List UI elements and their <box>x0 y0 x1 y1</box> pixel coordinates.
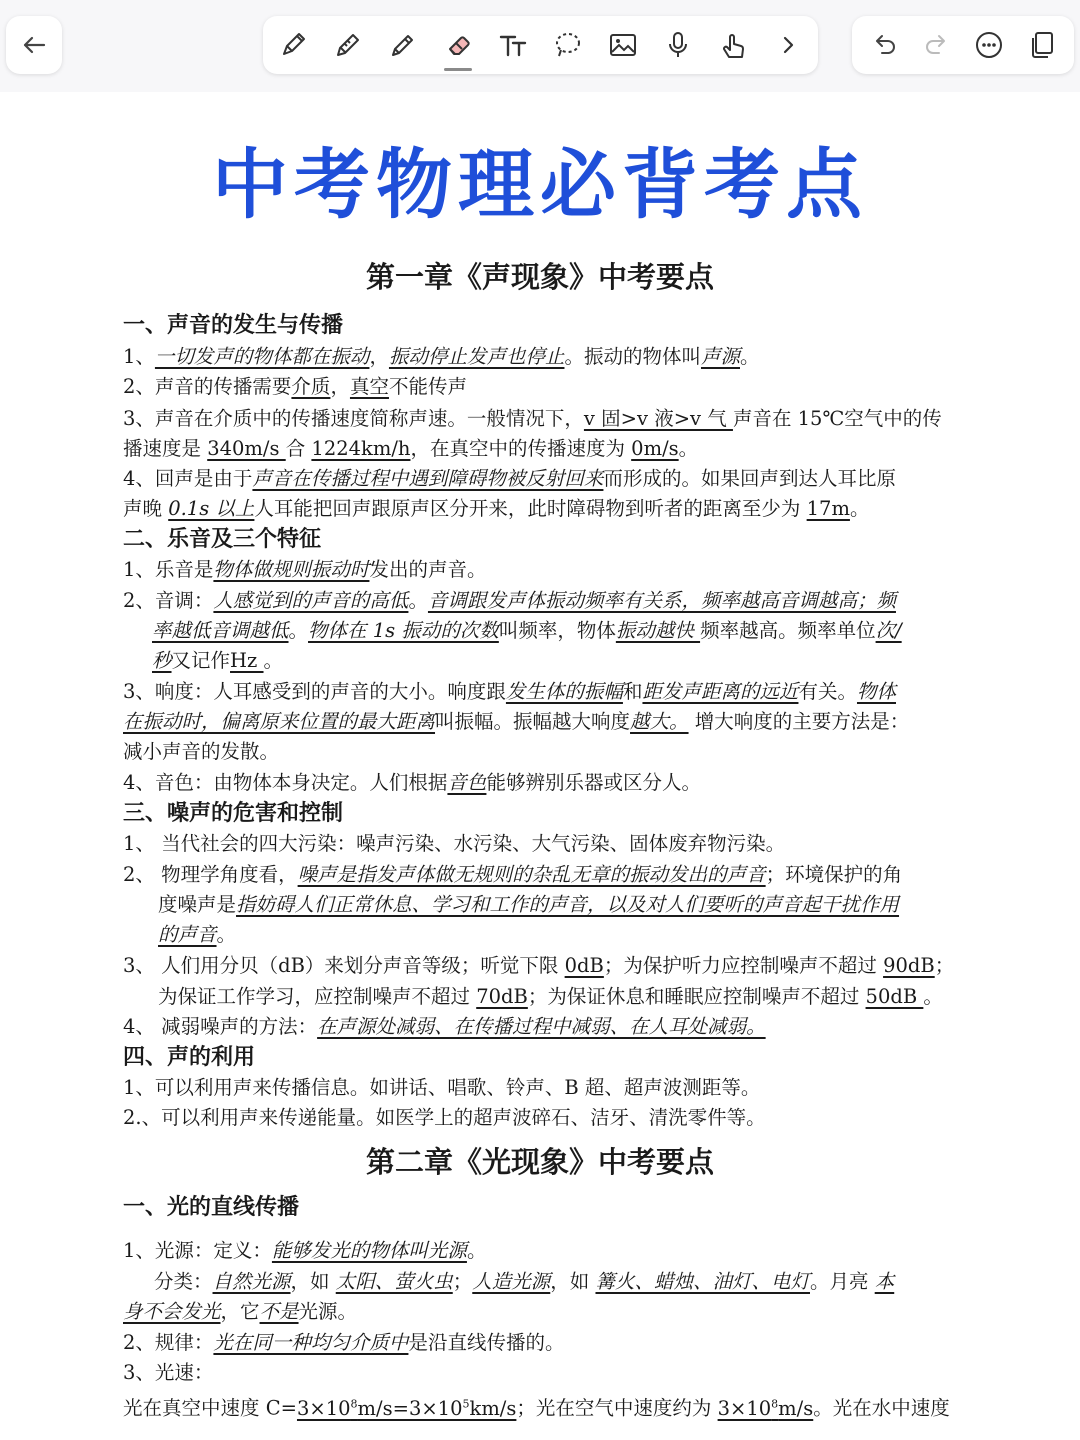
text-line: 光在真空中速度 $C=3\times 10^8m/s=3\times 10^5km/s$；光在空气中速度约为 $3\times 10^8m/s$。光在水中速度 <box>123 1396 950 1420</box>
text-line: 1、 当代社会的四大污染：噪声污染、水污染、大气污染、固体废弃物污染。 <box>123 832 786 855</box>
text-line: 身不会发光，它不是光源。 <box>123 1300 358 1323</box>
text-line: 在振动时，偏离原来位置的最大距离叫振幅。振幅越大响度越大。 增大响度的主要方法是： <box>123 710 910 733</box>
text-line: 分类：自然光源，如 太阳、萤火虫；人造光源，如 篝火、蜡烛、油灯、电灯。月亮 本 <box>154 1270 895 1293</box>
history-tools <box>852 16 1074 74</box>
drawing-tools <box>263 16 818 74</box>
text-line: 声晚 0.1s 以上人耳能把回声跟原声区分开来，此时障碍物到听者的距离至少为 17m。 <box>123 497 870 520</box>
text-line: 4、音色：由物体本身决定。人们根据音色能够辨别乐器或区分人。 <box>123 771 701 794</box>
text-line: 秒又记作Hz 。 <box>152 649 284 672</box>
chapter-1-title: 第一章《声现象》中考要点 <box>365 260 714 294</box>
text-line: 3、光速： <box>123 1361 214 1384</box>
text-line: 2、音调：人感觉到的声音的高低。音调跟发声体振动频率有关系，频率越高音调越高；频 <box>123 589 896 612</box>
text-line: 1、一切发声的物体都在振动，振动停止发声也停止。振动的物体叫声源。 <box>123 345 760 368</box>
text-line: 2、规律：光在同一种均匀介质中是沿直线传播的。 <box>123 1331 565 1354</box>
section-heading: 一、声音的发生与传播 <box>123 313 344 338</box>
text-line: 4、 减弱噪声的方法：在声源处减弱、在传播过程中减弱、在人耳处减弱。 <box>123 1015 766 1038</box>
active-tool-indicator <box>444 68 472 71</box>
more-icon[interactable] <box>967 23 1011 67</box>
undo-icon[interactable] <box>862 23 906 67</box>
arrow-left-icon <box>12 23 56 67</box>
page-title: 中考物理必背考点 <box>212 140 868 229</box>
touch-hand-icon[interactable] <box>711 23 755 67</box>
text-tool-icon[interactable] <box>491 23 535 67</box>
text-line: 3、声音在介质中的传播速度简称声速。一般情况下，v 固>v 液>v 气 声音在 15℃空气中的传 <box>123 407 942 430</box>
text-line: 减小声音的发散。 <box>123 740 280 763</box>
text-line: 3、 人们用分贝（dB）来划分声音等级；听觉下限 0dB；为保护听力应控制噪声不超过 90dB； <box>123 954 955 977</box>
toolbar <box>0 0 1080 92</box>
section-heading: 一、光的直线传播 <box>123 1195 300 1220</box>
text-line: 度噪声是指妨碍人们正常休息、学习和工作的声音，以及对人们要听的声音起干扰作用 <box>158 893 900 916</box>
text-line: 2、 物理学角度看，噪声是指发声体做无规则的杂乱无章的振动发出的声音；环境保护的角 <box>123 863 903 886</box>
text-line: 2、声音的传播需要介质，真空不能传声 <box>123 375 467 398</box>
redo-icon[interactable] <box>915 23 959 67</box>
pen-2-icon[interactable] <box>326 23 370 67</box>
text-line: 率越低音调越低。物体在 1s 振动的次数叫频率，物体振动越快 频率越高。频率单位次/ <box>152 619 902 642</box>
text-line: 的声音。 <box>158 923 237 946</box>
chevron-right-icon[interactable] <box>766 23 810 67</box>
text-line: 1、可以利用声来传播信息。如讲话、唱歌、铃声、B 超、超声波测距等。 <box>123 1076 761 1099</box>
text-line: 3、响度：人耳感受到的声音的大小。响度跟发生体的振幅和距发声距离的远近有关。物体 <box>123 680 896 703</box>
text-line: 1、光源：定义：能够发光的物体叫光源。 <box>123 1239 487 1262</box>
text-line: 为保证工作学习，应控制噪声不超过 70dB；为保证休息和睡眠应控制噪声不超过 50dB 。 <box>158 985 943 1008</box>
pencil-icon[interactable] <box>381 23 425 67</box>
section-heading: 三、噪声的危害和控制 <box>123 801 344 826</box>
text-line: 2.、可以利用声来传递能量。如医学上的超声波碎石、洁牙、清洗零件等。 <box>123 1106 766 1129</box>
pen-icon[interactable] <box>271 23 315 67</box>
text-line: 播速度是 340m/s 合 1224km/h，在真空中的传播速度为 0m/s。 <box>123 437 699 460</box>
chapter-2-title: 第二章《光现象》中考要点 <box>365 1145 714 1179</box>
section-heading: 四、声的利用 <box>123 1045 256 1070</box>
mic-icon[interactable] <box>656 23 700 67</box>
text-line: 1、乐音是物体做规则振动时发出的声音。 <box>123 558 487 581</box>
document-page <box>0 92 1080 1440</box>
section-heading: 二、乐音及三个特征 <box>123 527 322 552</box>
eraser-icon[interactable] <box>436 23 480 67</box>
text-line: 4、回声是由于声音在传播过程中遇到障碍物被反射回来而形成的。如果回声到达人耳比原 <box>123 467 896 490</box>
back-button[interactable] <box>6 16 62 74</box>
pages-icon[interactable] <box>1020 23 1064 67</box>
lasso-icon[interactable] <box>546 23 590 67</box>
image-icon[interactable] <box>601 23 645 67</box>
